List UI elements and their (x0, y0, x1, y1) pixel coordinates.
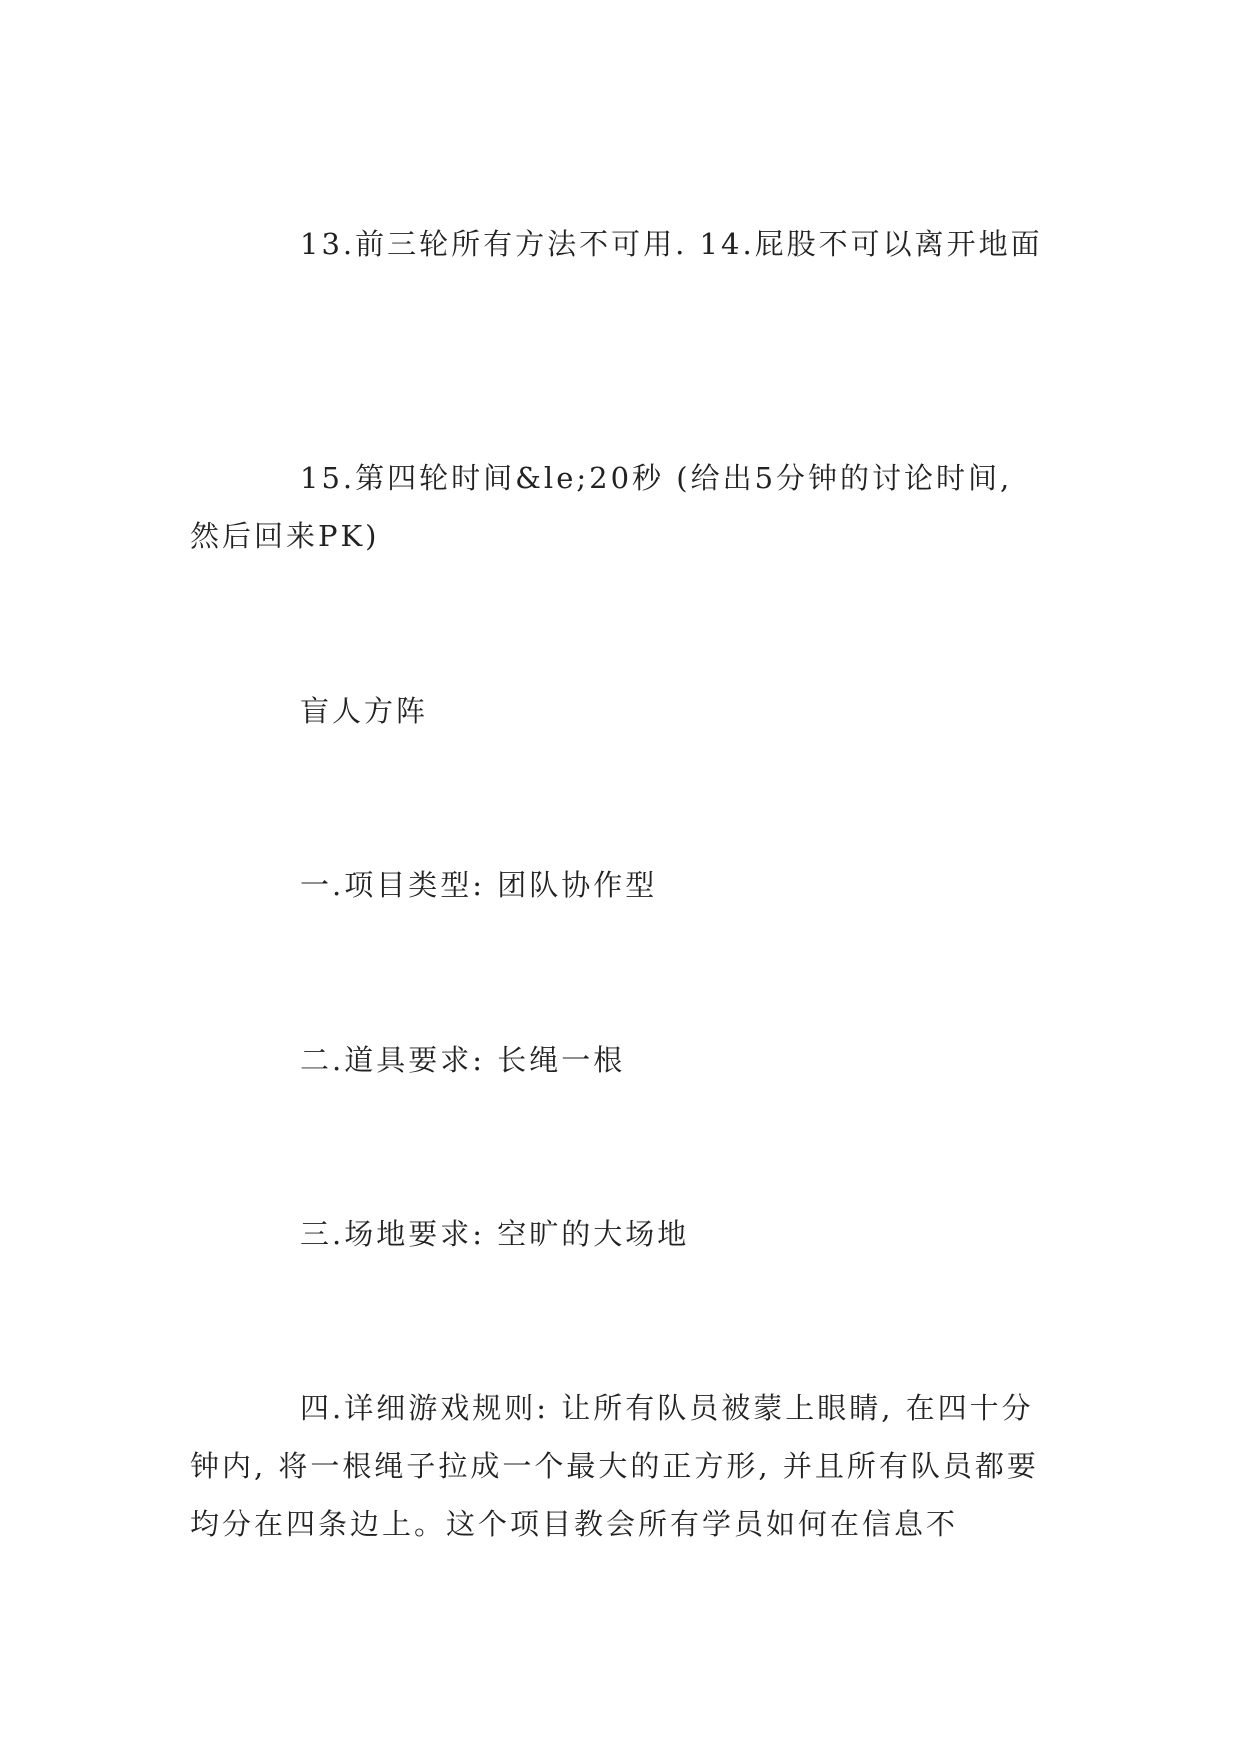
paragraph-rules-13-14: 13.前三轮所有方法不可用. 14.屁股不可以离开地面 (300, 227, 1043, 261)
section-title-blind-square: 盲人方阵 (300, 694, 429, 728)
paragraph-detailed-rules: 四.详细游戏规则: 让所有队员被蒙上眼睛, 在四十分钟内, 将一根绳子拉成一个最大的正方形, 并且所有队员都要均分在四条边上。这个项目教会所有学员如何在信息不 (190, 1391, 1039, 1541)
paragraph-venue-requirement: 三.场地要求: 空旷的大场地 (300, 1217, 690, 1251)
paragraph-rule-15: 15.第四轮时间&le;20秒 (给出5分钟的讨论时间, 然后回来PK) (190, 461, 1013, 553)
paragraph-props-requirement: 二.道具要求: 长绳一根 (300, 1043, 626, 1077)
paragraph-project-type: 一.项目类型: 团队协作型 (300, 868, 658, 902)
